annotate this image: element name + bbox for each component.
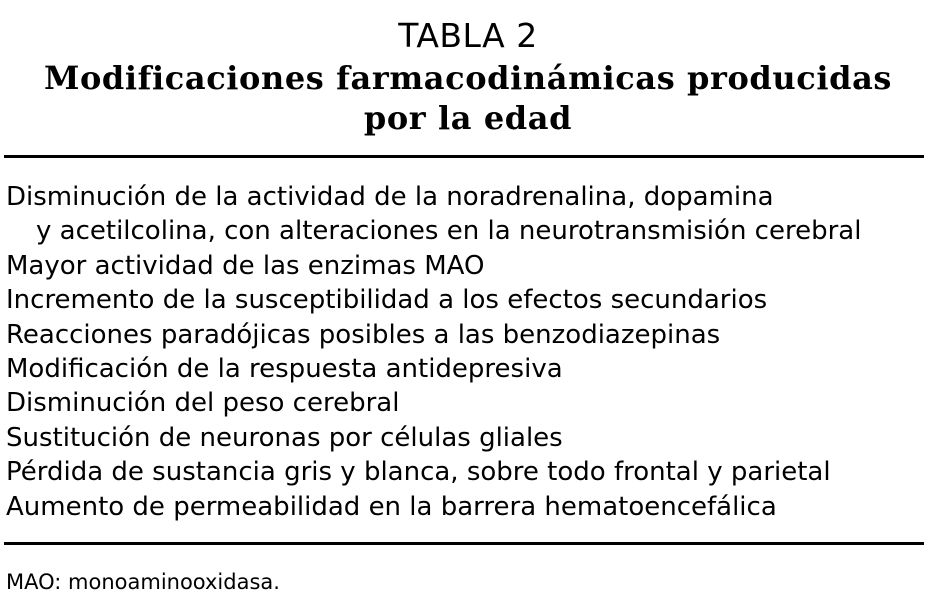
list-item: Disminución de la actividad de la noradrenalina, dopamina — [6, 182, 774, 212]
table-footnote: MAO: monoaminooxidasa. — [6, 570, 280, 594]
bottom-rule — [4, 542, 924, 545]
top-rule — [4, 155, 924, 158]
list-item: Mayor actividad de las enzimas MAO — [6, 250, 485, 281]
list-item: Aumento de permeabilidad en la barrera hematoencefálica — [6, 491, 777, 522]
table-label: TABLA 2 — [398, 16, 538, 55]
table-items-list — [6, 180, 861, 524]
table-title — [0, 58, 936, 138]
list-item: Disminución del peso cerebral — [6, 388, 400, 419]
list-item: Incremento de la susceptibilidad a los efectos secundarios — [6, 285, 768, 316]
table-title-line-2: por la edad — [363, 99, 573, 137]
list-item: Reacciones paradójicas posibles a las benzodiazepinas — [6, 319, 721, 350]
list-item: Sustitución de neuronas por células gliales — [6, 422, 563, 453]
list-item: Modificación de la respuesta antidepresiva — [6, 354, 563, 385]
list-item-continuation: y acetilcolina, con alteraciones en la neurotransmisión cerebral — [36, 216, 862, 247]
table-title-line-1: Modificaciones farmacodinámicas producidas — [43, 59, 893, 97]
list-item: Pérdida de sustancia gris y blanca, sobre todo frontal y parietal — [6, 457, 831, 488]
